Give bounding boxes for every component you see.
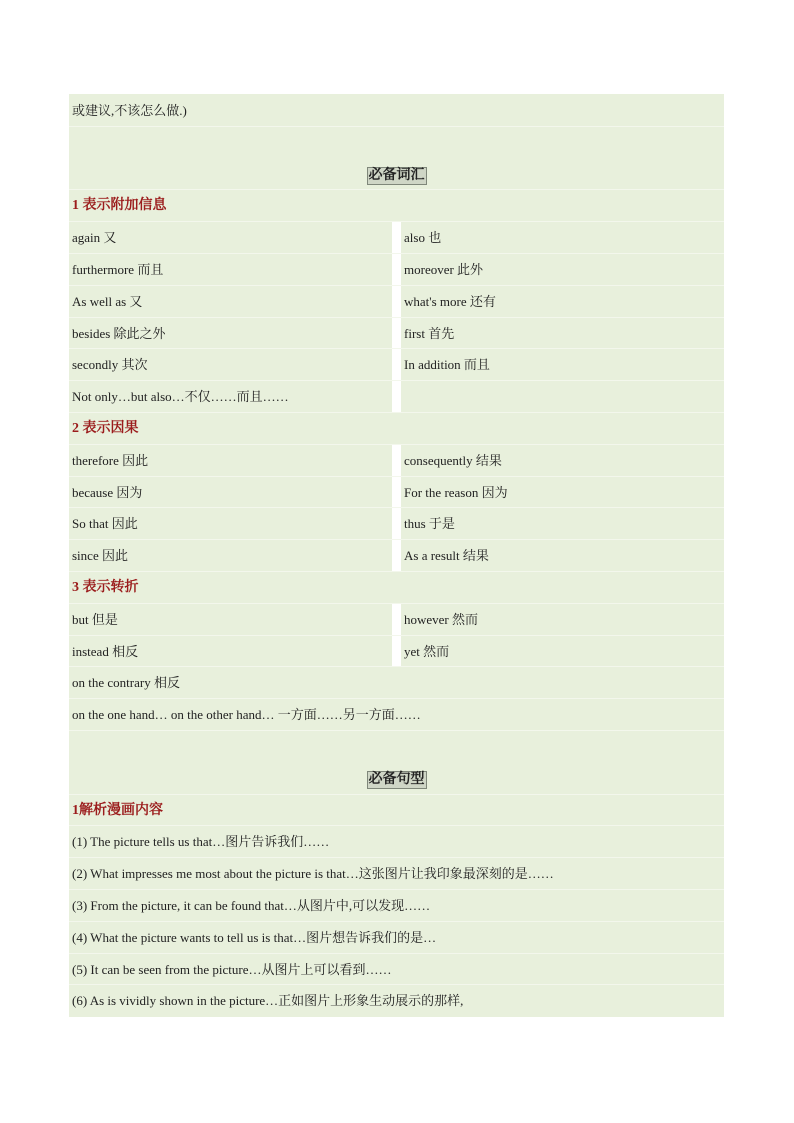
sentence-text: (4) What the picture wants to tell us is that…图片想告诉我们的是… (72, 929, 437, 945)
vocab-term: For the reason 因为 (404, 484, 508, 500)
group-heading (69, 572, 724, 604)
vocab-term: since 因此 (72, 548, 128, 564)
vocab-term: besides 除此之外 (72, 325, 166, 341)
group-heading-text: 1 表示附加信息 (72, 198, 167, 214)
vocab-row (69, 508, 724, 540)
intro-line (69, 95, 724, 127)
vocab-term: furthermore 而且 (72, 262, 164, 277)
sentences-title-row (69, 763, 724, 795)
vocab-term: Not only…but also…不仅……而且…… (72, 389, 289, 405)
sentence-text: (6) As is vividly shown in the picture…正如图片上形象生动展示的那样, (72, 993, 464, 1009)
column-divider (392, 318, 401, 349)
sentences-heading-text: 1解析漫画内容 (72, 802, 163, 818)
vocab-term: on the contrary 相反 (72, 675, 180, 691)
vocab-title-row (69, 159, 724, 191)
vocab-term: thus 于是 (404, 516, 455, 532)
column-divider (392, 540, 401, 571)
vocab-term: consequently 结果 (404, 452, 502, 468)
vocab-term: instead 相反 (72, 643, 139, 659)
sentence-item (69, 890, 724, 922)
vocab-row-full (69, 699, 724, 731)
vocab-term: As a result 结果 (404, 548, 489, 564)
vocab-row (69, 540, 724, 572)
vocab-term: first 首先 (404, 325, 455, 341)
vocab-row (69, 477, 724, 509)
vocab-term: In addition 而且 (404, 357, 490, 373)
vocab-term: however 然而 (404, 611, 479, 627)
vocab-row (69, 349, 724, 381)
vocab-row (69, 254, 724, 286)
vocab-term: secondly 其次 (72, 357, 148, 373)
vocab-term: therefore 因此 (72, 452, 149, 468)
vocab-term: what's more 还有 (404, 293, 496, 309)
vocab-row (69, 222, 724, 254)
sentence-item (69, 985, 724, 1017)
column-divider (392, 445, 401, 476)
column-divider (392, 508, 401, 539)
column-divider (392, 254, 401, 285)
vocab-term: So that 因此 (72, 516, 138, 532)
vocab-row (69, 636, 724, 668)
group-heading (69, 190, 724, 222)
sentences-title: 必备句型 (368, 771, 425, 787)
sentence-text: (3) From the picture, it can be found that…从图片中,可以发现…… (72, 898, 431, 913)
sentence-text: (2) What impresses me most about the picture is that…这张图片让我印象最深刻的是…… (72, 866, 554, 882)
vocab-row (69, 445, 724, 477)
sentence-item (69, 858, 724, 890)
vocab-term: on the one hand… on the other hand… 一方面……另一方面…… (72, 707, 421, 723)
column-divider (392, 477, 401, 508)
sentence-item (69, 826, 724, 858)
vocab-row (69, 286, 724, 318)
column-divider (392, 349, 401, 380)
column-divider (392, 604, 401, 635)
group-heading-text: 2 表示因果 (72, 421, 139, 436)
vocab-row-full (69, 667, 724, 699)
sentence-text: (5) It can be seen from the picture…从图片上可以看到…… (72, 961, 392, 977)
group-heading (69, 413, 724, 445)
vocab-row (69, 318, 724, 350)
vocab-term: but 但是 (72, 611, 118, 627)
sentence-text: (1) The picture tells us that…图片告诉我们…… (72, 834, 330, 850)
vocab-title: 必备词汇 (368, 167, 425, 183)
column-divider (392, 286, 401, 317)
column-divider (392, 222, 401, 253)
vocab-term: moreover 此外 (404, 262, 484, 277)
sentence-item (69, 922, 724, 954)
column-divider (392, 381, 401, 412)
vocab-term: again 又 (72, 230, 117, 246)
vocab-term: As well as 又 (72, 293, 143, 309)
intro-text: 或建议,不该怎么做.) (72, 103, 187, 118)
vocab-term: yet 然而 (404, 643, 450, 659)
document-page (69, 94, 724, 1017)
vocab-term: because 因为 (72, 484, 143, 500)
vocab-row (69, 604, 724, 636)
sentences-heading (69, 795, 724, 827)
sentence-item (69, 954, 724, 986)
column-divider (392, 636, 401, 667)
vocab-row (69, 381, 724, 413)
group-heading-text: 3 表示转折 (72, 580, 139, 595)
vocab-term: also 也 (404, 230, 442, 246)
